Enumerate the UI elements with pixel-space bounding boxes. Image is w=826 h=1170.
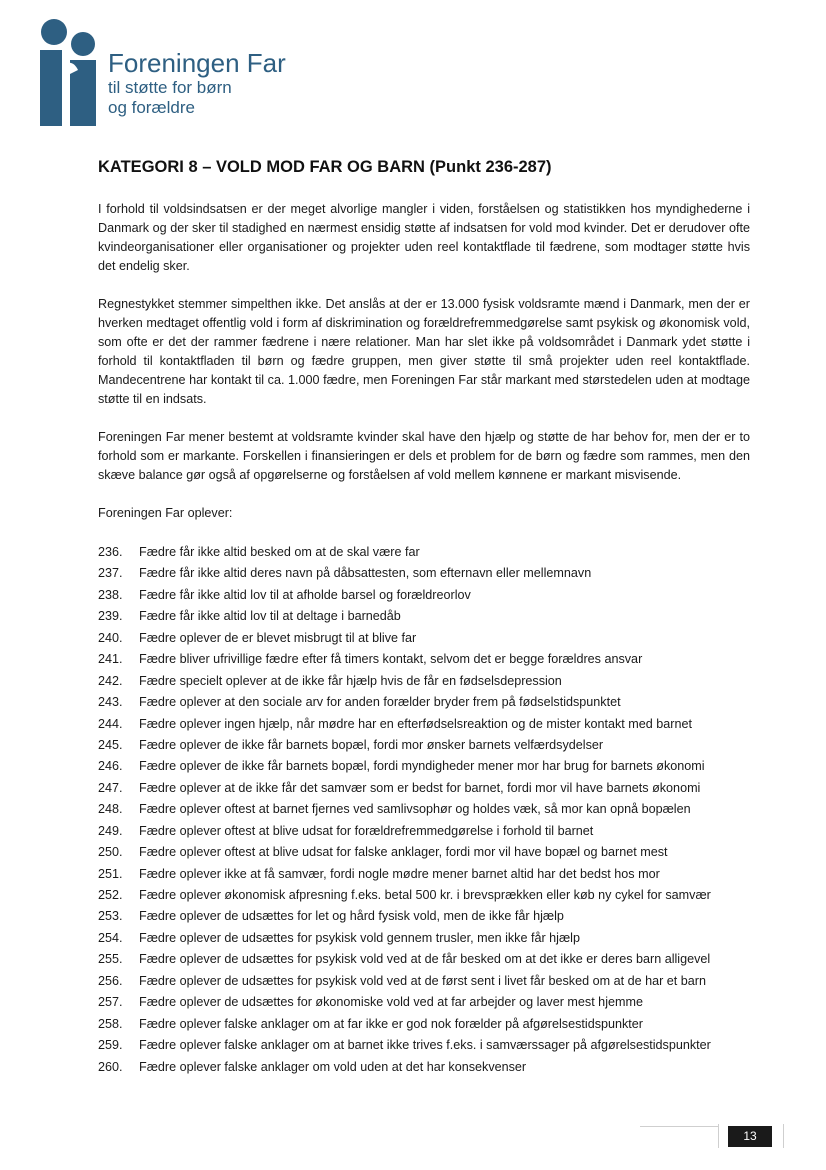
paragraph-intro: I forhold til voldsindsatsen er der meget alvorlige mangler i viden, forståelsen og statistikken hos myndighederne i Danmark og der sker til stadighed en nærmest ensidig støtte af indsatsen for vold mod kvinder. Det er derudover ofte kvindeorganisationer eller organisationer og projekter uden reel kontaktflade til fædrene, som modtager støtte hvis det endelig sker. <box>98 202 750 273</box>
numbered-list <box>98 542 750 1078</box>
list-item <box>98 799 750 820</box>
item-number: 255. <box>98 952 123 967</box>
list-item <box>98 585 750 606</box>
item-number: 246. <box>98 759 123 774</box>
item-number: 259. <box>98 1038 123 1053</box>
item-number: 242. <box>98 673 123 688</box>
item-text: Fædre oplever oftest at blive udsat for forældrefremmedgørelse i forhold til barnet <box>139 823 594 838</box>
item-text: Fædre oplever falske anklager om at barnet ikke trives f.eks. i samværssager på afgørelsestidspunkter <box>139 1038 711 1053</box>
item-number: 241. <box>98 652 123 667</box>
item-text: Fædre oplever falske anklager om at far ikke er god nok forælder på afgørelsestidspunkter <box>139 1016 643 1031</box>
list-item <box>98 906 750 927</box>
paragraph-position: Foreningen Far mener bestemt at voldsramte kvinder skal have den hjælp og støtte de har behov for, men der er to forhold som er markante. Forskellen i finansieringen er dels et problem for de børn og fædre som rammes, men den skæve balance gør også af opgørelserne og forståelsen af vold mellem kønnene er markant misvisende. <box>98 430 750 482</box>
list-item <box>98 692 750 713</box>
item-text: Fædre oplever oftest at barnet fjernes ved samlivsophør og holdes væk, så mor kan opnå bopælen <box>139 802 691 817</box>
logo-tagline-2: og forældre <box>108 98 195 117</box>
item-number: 256. <box>98 973 123 988</box>
list-item <box>98 649 750 670</box>
item-text: Fædre oplever at den sociale arv for anden forælder bryder frem på fødselstidspunktet <box>139 695 621 710</box>
item-text: Fædre oplever økonomisk afpresning f.eks. betal 500 kr. i brevsprækken eller køb ny cykel for samvær <box>139 888 711 902</box>
item-number: 250. <box>98 845 123 860</box>
list-item <box>98 821 750 842</box>
item-number: 254. <box>98 930 123 945</box>
item-text: Fædre oplever de ikke får barnets bopæl, fordi mor ønsker barnets velfærdsydelser <box>139 737 604 752</box>
list-item <box>98 842 750 863</box>
item-number: 245. <box>98 737 123 752</box>
list-item <box>98 864 750 885</box>
item-text: Fædre oplever falske anklager om vold uden at det har konsekvenser <box>139 1059 527 1074</box>
item-number: 249. <box>98 823 123 838</box>
item-number: 238. <box>98 587 123 602</box>
item-number: 260. <box>98 1059 123 1074</box>
list-item <box>98 992 750 1013</box>
item-text: Fædre oplever de udsættes for psykisk vold ved at de først sent i livet får besked om at de har et barn <box>139 973 706 988</box>
item-text: Fædre får ikke altid lov til at deltage i barnedåb <box>139 609 401 624</box>
item-number: 258. <box>98 1016 123 1031</box>
item-number: 248. <box>98 802 123 817</box>
item-number: 237. <box>98 566 123 581</box>
list-item <box>98 928 750 949</box>
item-text: Fædre bliver ufrivillige fædre efter få timers kontakt, selvom det er begge forældres ansvar <box>139 652 643 667</box>
item-text: Fædre oplever at de ikke får det samvær som er bedst for barnet, fordi mor vil have barnets økonomi <box>139 780 701 795</box>
section-heading: KATEGORI 8 – VOLD MOD FAR OG BARN (Punkt 236-287) <box>98 158 552 176</box>
item-text: Fædre oplever ikke at få samvær, fordi nogle mødre mener barnet altid har det bedst hos mor <box>139 866 660 881</box>
item-number: 239. <box>98 609 123 624</box>
list-item <box>98 949 750 970</box>
item-number: 244. <box>98 716 123 731</box>
item-text: Fædre oplever de udsættes for let og hård fysisk vold, men de ikke får hjælp <box>139 909 564 924</box>
list-item <box>98 542 750 563</box>
foreningen-far-logo-mark-icon <box>38 18 102 126</box>
item-text: Fædre oplever de udsættes for psykisk vold ved at de får besked om at det ikke er deres barn alligevel <box>139 952 711 967</box>
item-text: Fædre specielt oplever at de ikke får hjælp hvis de får en fødselsdepression <box>139 673 562 688</box>
list-item <box>98 606 750 627</box>
list-item <box>98 671 750 692</box>
document-body <box>98 200 750 1078</box>
item-number: 257. <box>98 995 123 1010</box>
item-number: 236. <box>98 545 123 559</box>
list-item <box>98 628 750 649</box>
page-number: 13 <box>728 1126 772 1147</box>
logo-text <box>108 48 286 118</box>
item-number: 247. <box>98 780 123 795</box>
logo <box>38 18 338 128</box>
item-text: Fædre oplever de udsættes for økonomiske vold ved at far arbejder og laver mest hjemme <box>139 995 643 1010</box>
item-text: Fædre oplever de ikke får barnets bopæl, fordi myndigheder mener mor har brug for barnets økonomi <box>139 759 705 774</box>
item-text: Fædre får ikke altid lov til at afholde barsel og forældreorlov <box>139 587 471 602</box>
item-number: 252. <box>98 888 123 902</box>
list-item <box>98 563 750 584</box>
list-item <box>98 1035 750 1056</box>
paragraph-calculation: Regnestykket stemmer simpelthen ikke. Det anslås at der er 13.000 fysisk voldsramte mænd i Danmark, men der er hverken medtaget offentlig vold i form af diskrimination og forældrefremmedgørelse samt psykisk og økonomisk vold, som ofte er det der rammer fædrene i nære relationer. Man har slet ikke på voldsområdet i Danmark ydet støtte i forhold til kontaktfladen til børn og fædre gruppen, men giver støtte til små projekter uden reel kontaktflade. Mandecentrene har kontakt til ca. 1.000 fædre, men Foreningen Far står markant med størstedelen uden at modtage støtte til en indsats. <box>98 297 750 406</box>
item-text: Fædre får ikke altid besked om at de skal være far <box>139 545 420 559</box>
list-item <box>98 971 750 992</box>
item-text: Fædre oplever ingen hjælp, når mødre har en efterfødselsreaktion og de mister kontakt med barnet <box>139 716 692 731</box>
list-item <box>98 735 750 756</box>
list-item <box>98 885 750 906</box>
item-text: Fædre oplever de udsættes for psykisk vold gennem trusler, men ikke får hjælp <box>139 930 580 945</box>
list-intro: Foreningen Far oplever: <box>98 506 233 520</box>
item-text: Fædre oplever oftest at blive udsat for falske anklager, fordi mor vil have bopæl og barnet mest <box>139 845 668 860</box>
list-item <box>98 756 750 777</box>
footer-rule <box>640 1126 718 1127</box>
list-item <box>98 1057 750 1078</box>
list-item <box>98 778 750 799</box>
logo-tagline-1: til støtte for børn <box>108 78 232 97</box>
item-number: 240. <box>98 630 123 645</box>
list-item <box>98 1014 750 1035</box>
item-number: 253. <box>98 909 123 924</box>
item-number: 251. <box>98 866 123 881</box>
item-text: Fædre oplever de er blevet misbrugt til at blive far <box>139 630 417 645</box>
item-text: Fædre får ikke altid deres navn på dåbsattesten, som efternavn eller mellemnavn <box>139 566 592 581</box>
item-number: 243. <box>98 695 123 710</box>
list-item <box>98 714 750 735</box>
logo-name: Foreningen Far <box>108 48 286 78</box>
